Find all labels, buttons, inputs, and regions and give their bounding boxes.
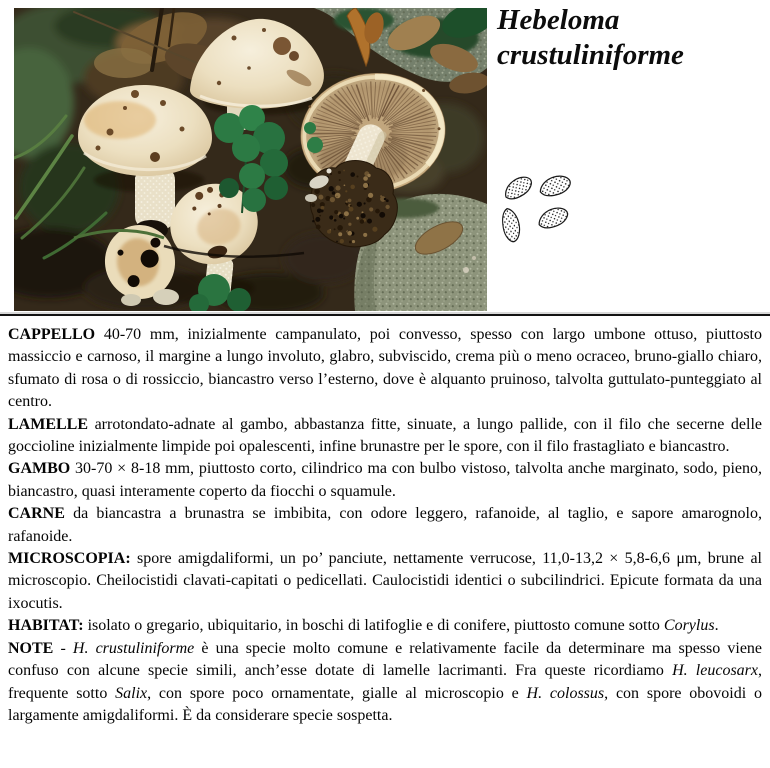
- spore-illustration: [494, 168, 634, 258]
- description-text: [8, 324, 762, 727]
- section-carne: CARNE da biancastra a brunastra se imbibita, con odore leggero, rafanoide, al taglio, e sapore amarognolo, rafanoide.: [8, 505, 762, 545]
- spore-3: [500, 207, 522, 243]
- species-title: [497, 3, 767, 73]
- section-divider: [0, 312, 770, 316]
- spore-1: [501, 173, 535, 204]
- spore-2: [537, 173, 573, 200]
- section-note: NOTE - H. crustuliniforme è una specie molto comune e relativamente facile da determinare ma spesso viene confuso con alcune specie simili, anch’esse dotate di lamelle lacrimanti. Fra queste ricordiamo H. leucosarx, frequente sotto Salix, con spore poco ornamentate, gialle al microscopio e H. colossus, con spore obovoidi o largamente amigdaliformi. È da considerare specie sospetta.: [8, 639, 763, 724]
- species-name-corylus: Corylus: [663, 617, 715, 635]
- section-habitat: HABITAT: isolato o gregario, ubiquitario, in boschi di latifoglie e di conifere, piuttosto comune sotto Corylus.: [8, 617, 719, 635]
- mushroom-photo: [14, 8, 487, 311]
- mushroom-photo-art: [14, 8, 487, 311]
- section-label-cappello: CAPPELLO: [8, 326, 96, 343]
- section-label-lamelle: LAMELLE: [8, 415, 89, 433]
- spore-illustration-art: [494, 168, 634, 258]
- section-label-gambo: GAMBO: [8, 460, 71, 478]
- species-title-epithet: crustuliniforme: [497, 39, 684, 71]
- section-label-microscopia: MICROSCOPIA:: [8, 550, 131, 568]
- species-title-genus: Hebeloma: [497, 4, 620, 36]
- species-name-crustuliniforme: H. crustuliniforme: [72, 639, 195, 657]
- spore-4: [536, 204, 571, 232]
- section-gambo: GAMBO 30-70 × 8-18 mm, piuttosto corto, cilindrico ma con bulbo vistoso, talvolta anche marginato, sodo, pieno, biancastro, quasi interamente coperto da fiocchi o squamule.: [8, 460, 762, 500]
- section-label-habitat: HABITAT:: [8, 617, 84, 635]
- species-name-colossus: H. colossus: [526, 684, 605, 702]
- section-label-carne: CARNE: [8, 505, 65, 523]
- section-lamelle: LAMELLE arrotondato-adnate al gambo, abbastanza fitte, sinuate, a lungo pallide, con il filo che secerne delle goccioline inizialmente limpide poi opalescenti, infine brunastre per le spore, con il filo frastagliato e biancastro.: [8, 415, 762, 456]
- species-name-leucosarx: H. leucosarx: [672, 662, 758, 680]
- species-name-salix: Salix: [115, 684, 148, 702]
- section-cappello: CAPPELLO 40-70 mm, inizialmente campanulato, poi convesso, spesso con largo umbone ottuso, piuttosto massiccio e carnoso, il margine a lungo involuto, glabro, subviscido, crema più o meno ocraceo, bruno-giallo chiaro, sfumato di rosa o di rossiccio, biancastro verso l’esterno, dove è alquanto pruinoso, talvolta guttulato-punteggiato al centro.: [8, 326, 762, 411]
- section-microscopia: MICROSCOPIA: spore amigdaliformi, un po’ panciute, nettamente verrucose, 11,0-13,2 × 5,8-6,6 μm, brune al microscopio. Cheilocistidi clavati-capitati o pedicellati. Caulocistidi identici o subcilindrici. Epicute formata da una ixocutis.: [8, 550, 762, 612]
- section-label-note: NOTE: [8, 639, 54, 657]
